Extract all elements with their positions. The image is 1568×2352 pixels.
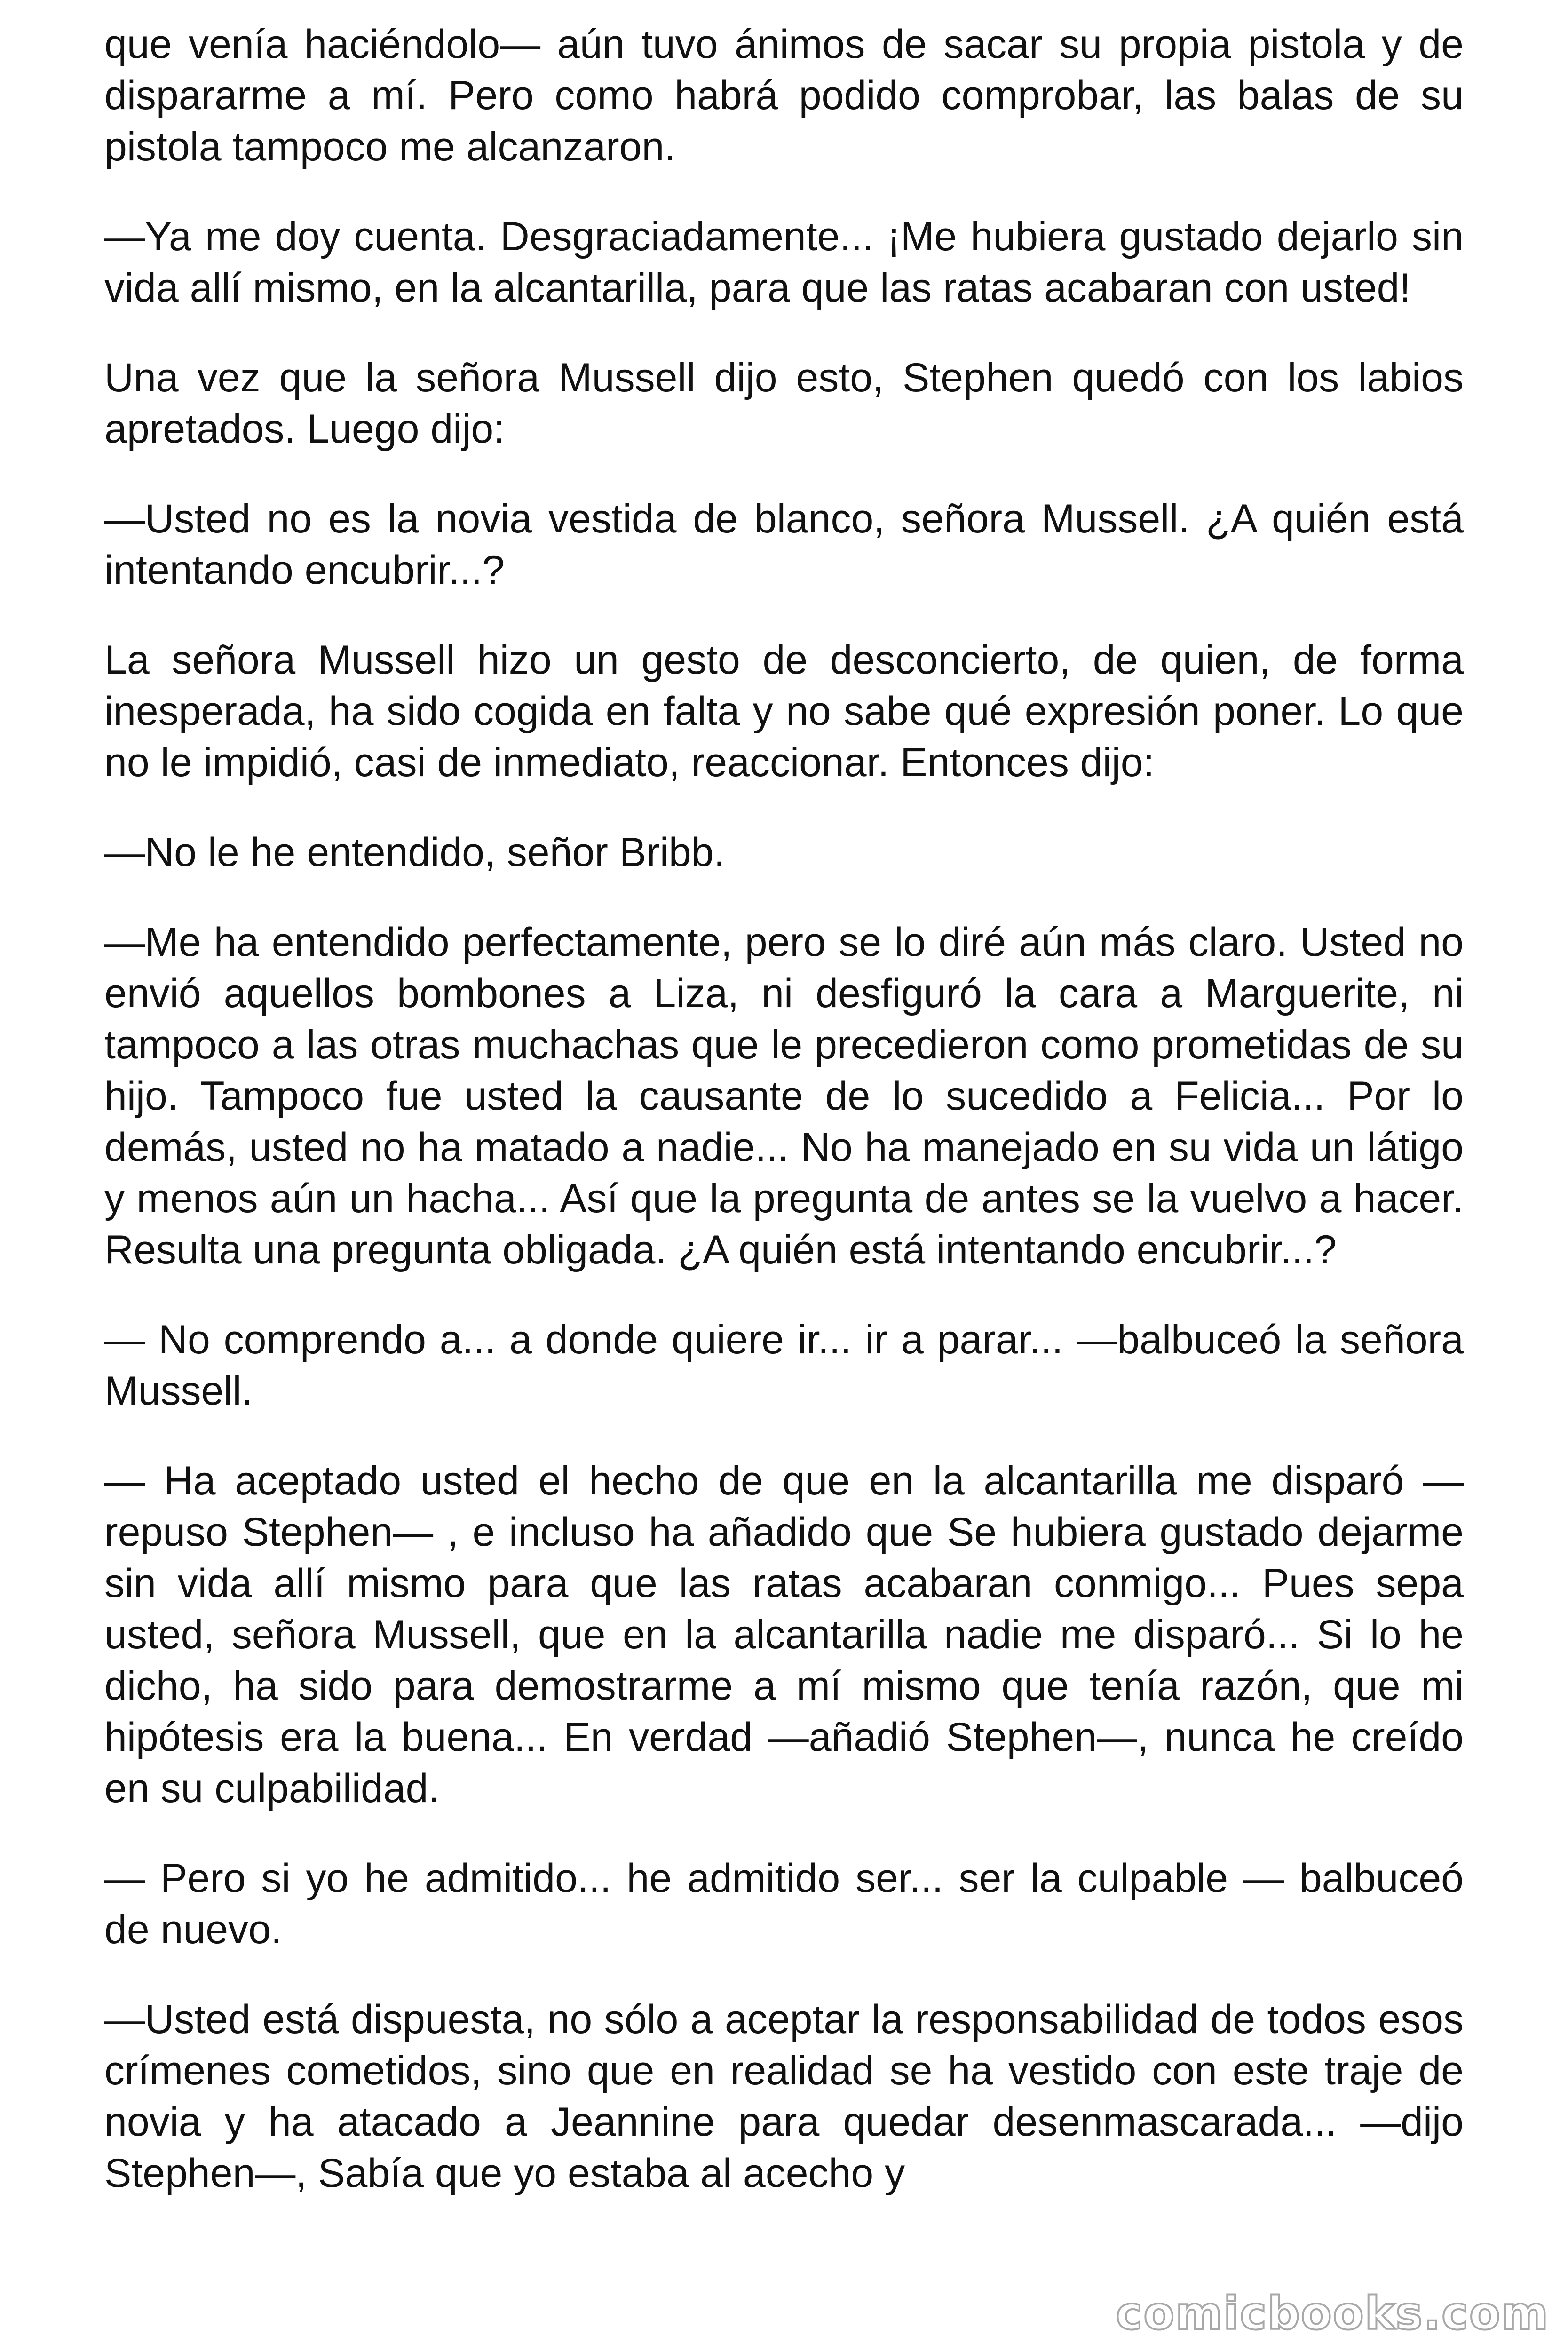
paragraph: —No le he entendido, señor Bribb. (104, 830, 725, 875)
paragraph: La señora Mussell hizo un gesto de desconcierto, de quien, de forma inesperada, ha sido cogida en falta y no sabe qué expresión poner. Lo que no le impidió, casi de inmediato, reaccionar. Entonces dijo: (104, 637, 1464, 785)
paragraph: —Usted no es la novia vestida de blanco, señora Mussell. ¿A quién está intentando encubrir...? (104, 496, 1464, 593)
paragraph: — Ha aceptado usted el hecho de que en la alcantarilla me disparó —repuso Stephen— , e incluso ha añadido que Se hubiera gustado dejarme sin vida allí mismo para que las ratas acabaran conmigo... Pues sepa usted, señora Mussell, que en la alcantarilla nadie me disparó... Si lo he dicho, ha sido para demostrarme a mí mismo que tenía razón, que mi hipótesis era la buena... En verdad —añadió Stephen—, nunca he creído en su culpabilidad. (104, 1458, 1464, 1811)
paragraph: —Me ha entendido perfectamente, pero se lo diré aún más claro. Usted no envió aquellos bombones a Liza, ni desfiguró la cara a Marguerite, ni tampoco a las otras muchachas que le precedieron como prometidas de su hijo. Tampoco fue usted la causante de lo sucedido a Felicia... Por lo demás, usted no ha matado a nadie... No ha manejado en su vida un látigo y menos aún un hacha... Así que la pregunta de antes se la vuelvo a hacer. Resulta una pregunta obligada. ¿A quién está intentando encubrir...? (104, 920, 1464, 1272)
paragraph: que venía haciéndolo— aún tuvo ánimos de sacar su propia pistola y de dispararme a mí. Pero como habrá podido comprobar, las balas de su pistola tampoco me alcanzaron. (104, 22, 1464, 169)
watermark: comicbooks.com (1116, 2287, 1549, 2340)
paragraph: — Pero si yo he admitido... he admitido ser... ser la culpable — balbuceó de nuevo. (104, 1856, 1464, 1952)
text-column (104, 19, 1464, 2238)
paragraph: — No comprendo a... a donde quiere ir... ir a parar... —balbuceó la señora Mussell. (104, 1317, 1464, 1414)
paragraph: Una vez que la señora Mussell dijo esto, Stephen quedó con los labios apretados. Luego dijo: (104, 355, 1464, 452)
paragraph: —Ya me doy cuenta. Desgraciadamente... ¡Me hubiera gustado dejarlo sin vida allí mismo, en la alcantarilla, para que las ratas acabaran con usted! (104, 214, 1464, 310)
paragraph: —Usted está dispuesta, no sólo a aceptar la responsabilidad de todos esos crímenes cometidos, sino que en realidad se ha vestido con este traje de novia y ha atacado a Jeannine para quedar desenmascarada... —dijo Stephen—, Sabía que yo estaba al acecho y (104, 1997, 1464, 2196)
